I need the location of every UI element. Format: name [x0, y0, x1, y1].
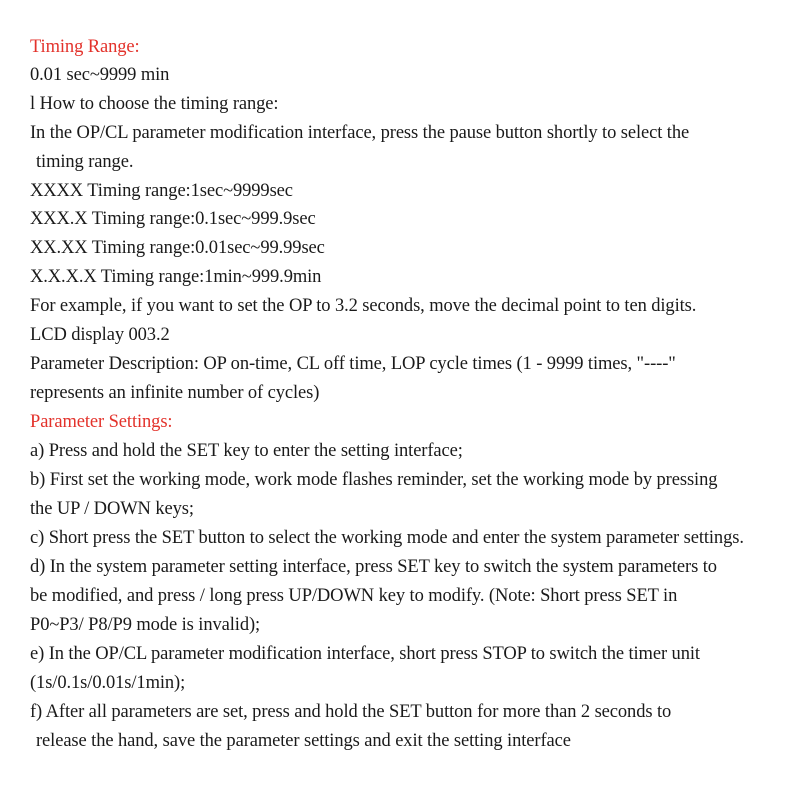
settings-line-f: f) After all parameters are set, press and hold the SET button for more than 2 seconds to	[30, 702, 672, 722]
settings-line-d: d) In the system parameter setting interface, press SET key to switch the system parameters to	[30, 557, 717, 577]
mode-line-xxx-x: XXX.X Timing range:0.1sec~999.9sec	[30, 209, 316, 229]
settings-line-f-cont: release the hand, save the parameter settings and exit the setting interface	[36, 731, 571, 751]
mode-line-x-x-x-x: X.X.X.X Timing range:1min~999.9min	[30, 267, 322, 287]
settings-line-b: b) First set the working mode, work mode flashes reminder, set the working mode by pressing	[30, 470, 718, 490]
settings-line-a: a) Press and hold the SET key to enter the setting interface;	[30, 441, 463, 461]
example-line: For example, if you want to set the OP to 3.2 seconds, move the decimal point to ten digits.	[30, 296, 697, 316]
param-description-line-1: Parameter Description: OP on-time, CL off time, LOP cycle times (1 - 9999 times, "----"	[30, 354, 676, 374]
mode-line-xx-xx: XX.XX Timing range:0.01sec~99.99sec	[30, 238, 325, 258]
lcd-display-line: LCD display 003.2	[30, 325, 170, 345]
timing-range-heading: Timing Range:	[30, 37, 140, 57]
settings-line-e: e) In the OP/CL parameter modification interface, short press STOP to switch the timer unit	[30, 644, 700, 664]
settings-line-b-cont: the UP / DOWN keys;	[30, 499, 194, 519]
timing-range-value: 0.01 sec~9999 min	[30, 65, 170, 85]
settings-line-d-cont-2: P0~P3/ P8/P9 mode is invalid);	[30, 615, 261, 635]
param-description-line-2: represents an infinite number of cycles)	[30, 383, 320, 403]
settings-line-d-cont: be modified, and press / long press UP/DOWN key to modify. (Note: Short press SET in	[30, 586, 678, 606]
parameter-settings-heading: Parameter Settings:	[30, 412, 173, 432]
instruction-line-2: timing range.	[36, 152, 134, 172]
mode-line-xxxx: XXXX Timing range:1sec~9999sec	[30, 181, 293, 201]
settings-line-c: c) Short press the SET button to select the working mode and enter the system parameter settings.	[30, 528, 744, 548]
settings-line-e-cont: (1s/0.1s/0.01s/1min);	[30, 673, 186, 693]
instruction-line-1: In the OP/CL parameter modification interface, press the pause button shortly to select the	[30, 123, 690, 143]
how-to-heading: l How to choose the timing range:	[30, 94, 279, 114]
